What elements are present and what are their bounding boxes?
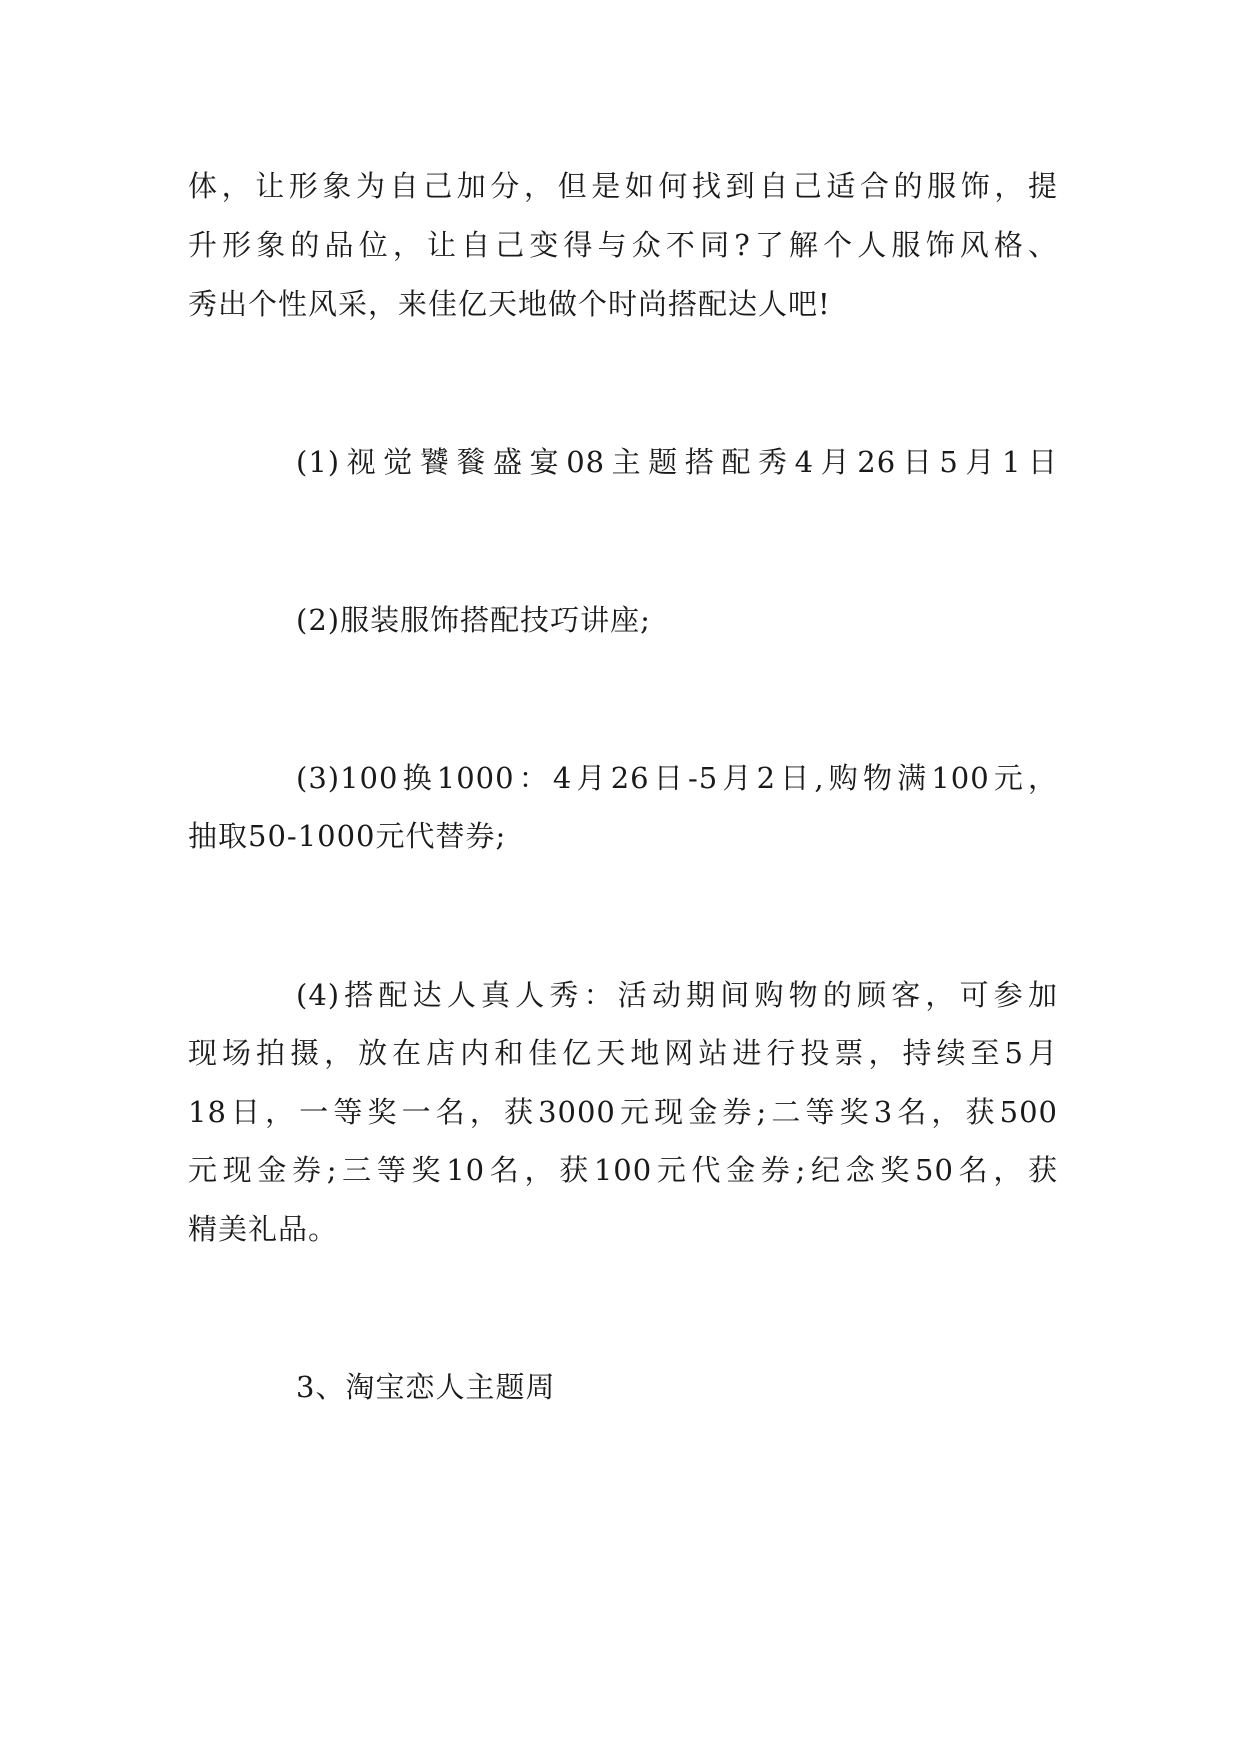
list-item-3-line-1: (3)100换1000：4月26日-5月2日,购物满100元， (296, 761, 1058, 795)
paragraph-intro-line-1: 体，让形象为自己加分，但是如何找到自己适合的服饰，提 (188, 169, 1058, 203)
section-heading: 3、淘宝恋人主题周 (296, 1370, 556, 1404)
list-item-4-line-5: 精美礼品。 (188, 1212, 339, 1246)
paragraph-intro-line-2: 升形象的品位，让自己变得与众不同?了解个人服饰风格、 (188, 228, 1058, 262)
paragraph-intro-line-3: 秀出个性风采，来佳亿天地做个时尚搭配达人吧! (188, 287, 831, 321)
list-item-4-line-4: 元现金券;三等奖10名，获100元代金券;纪念奖50名，获 (188, 1153, 1058, 1187)
list-item-4-line-1: (4)搭配达人真人秀：活动期间购物的顾客，可参加 (296, 978, 1058, 1012)
list-item-4-line-2: 现场拍摄，放在店内和佳亿天地网站进行投票，持续至5月 (188, 1036, 1058, 1070)
list-item-4-line-3: 18日，一等奖一名，获3000元现金券;二等奖3名，获500 (188, 1095, 1058, 1129)
list-item-1: (1)视觉饕餮盛宴08主题搭配秀4月26日5月1日 (296, 445, 1058, 479)
list-item-2: (2)服装服饰搭配技巧讲座; (296, 603, 651, 637)
list-item-3-line-2: 抽取50-1000元代替券; (188, 819, 507, 853)
